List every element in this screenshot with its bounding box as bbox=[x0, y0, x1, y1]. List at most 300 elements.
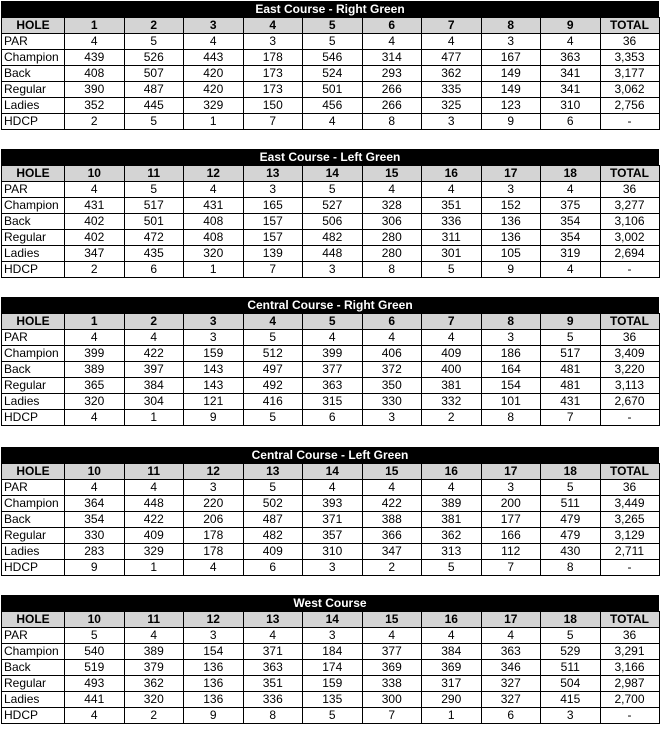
table-cell: 157 bbox=[243, 214, 303, 230]
table-cell: 178 bbox=[184, 528, 244, 544]
table-cell: 314 bbox=[362, 50, 422, 66]
table-cell: 4 bbox=[303, 330, 363, 346]
header-cell: HOLE bbox=[2, 314, 65, 330]
table-cell: 3,277 bbox=[600, 198, 659, 214]
table-cell: 409 bbox=[243, 544, 303, 560]
table-cell: 2 bbox=[422, 410, 482, 426]
table-cell: 4 bbox=[65, 410, 125, 426]
table-cell: 487 bbox=[243, 512, 303, 528]
table-cell: 2 bbox=[362, 560, 422, 576]
header-cell: 8 bbox=[481, 18, 541, 34]
row-label: HDCP bbox=[2, 560, 65, 576]
table-cell: 301 bbox=[422, 246, 482, 262]
table-row bbox=[2, 512, 660, 528]
table-cell: 4 bbox=[541, 182, 601, 198]
table-cell: 507 bbox=[124, 66, 184, 82]
table-cell: 443 bbox=[184, 50, 244, 66]
table-cell: 439 bbox=[65, 50, 125, 66]
table-row bbox=[2, 708, 660, 724]
row-label: PAR bbox=[2, 182, 65, 198]
table-cell: 5 bbox=[243, 480, 303, 496]
table-cell: 506 bbox=[303, 214, 363, 230]
table-cell: 328 bbox=[362, 198, 422, 214]
table-cell: 456 bbox=[303, 98, 363, 114]
row-label: Champion bbox=[2, 50, 65, 66]
table-cell: 3 bbox=[481, 34, 541, 50]
table-cell: 2,711 bbox=[600, 544, 659, 560]
table-cell: 492 bbox=[243, 378, 303, 394]
header-cell: 17 bbox=[481, 166, 541, 182]
table-row bbox=[2, 346, 660, 362]
header-cell: 11 bbox=[124, 166, 184, 182]
table-cell: 7 bbox=[243, 114, 303, 130]
table-cell: 365 bbox=[65, 378, 125, 394]
table-cell: 4 bbox=[184, 560, 244, 576]
table-cell: 338 bbox=[362, 676, 422, 692]
table-cell: 526 bbox=[124, 50, 184, 66]
table-cell: 166 bbox=[481, 528, 541, 544]
table-cell: 3,265 bbox=[600, 512, 659, 528]
table-cell: 266 bbox=[362, 82, 422, 98]
table-cell: 377 bbox=[362, 644, 422, 660]
header-cell: 14 bbox=[303, 464, 363, 480]
table-cell: 4 bbox=[184, 34, 244, 50]
table-cell: 4 bbox=[65, 182, 125, 198]
table-cell: 177 bbox=[481, 512, 541, 528]
table-cell: 431 bbox=[184, 198, 244, 214]
course-title: East Course - Left Green bbox=[1, 149, 659, 165]
table-row bbox=[2, 480, 660, 496]
table-cell: 3 bbox=[481, 330, 541, 346]
table-cell: 165 bbox=[243, 198, 303, 214]
table-cell: 5 bbox=[303, 34, 363, 50]
table-cell: 3,113 bbox=[600, 378, 659, 394]
header-cell: 11 bbox=[124, 612, 184, 628]
header-row bbox=[2, 464, 660, 480]
table-cell: 149 bbox=[481, 66, 541, 82]
row-label: Ladies bbox=[2, 394, 65, 410]
table-cell: 154 bbox=[184, 644, 244, 660]
table-cell: 4 bbox=[541, 34, 601, 50]
course-title: West Course bbox=[1, 595, 659, 611]
scorecard-table bbox=[1, 313, 660, 426]
table-cell: 400 bbox=[422, 362, 482, 378]
header-cell: 13 bbox=[243, 166, 303, 182]
table-cell: 327 bbox=[481, 676, 541, 692]
header-cell: TOTAL bbox=[600, 18, 659, 34]
table-cell: 397 bbox=[124, 362, 184, 378]
table-cell: 375 bbox=[541, 198, 601, 214]
table-cell: 174 bbox=[303, 660, 363, 676]
row-label: Champion bbox=[2, 346, 65, 362]
table-cell: 280 bbox=[362, 246, 422, 262]
table-cell: 477 bbox=[422, 50, 482, 66]
header-cell: 6 bbox=[362, 18, 422, 34]
table-cell: 280 bbox=[362, 230, 422, 246]
table-cell: 2 bbox=[124, 708, 184, 724]
table-row bbox=[2, 394, 660, 410]
header-cell: 6 bbox=[362, 314, 422, 330]
table-cell: 6 bbox=[303, 410, 363, 426]
table-cell: 415 bbox=[541, 692, 601, 708]
table-cell: 136 bbox=[184, 692, 244, 708]
table-cell: 3 bbox=[303, 560, 363, 576]
header-cell: 17 bbox=[481, 612, 541, 628]
header-cell: 10 bbox=[65, 464, 125, 480]
row-label: Regular bbox=[2, 378, 65, 394]
table-cell: 2,694 bbox=[600, 246, 659, 262]
header-cell: 2 bbox=[124, 314, 184, 330]
table-cell: 320 bbox=[184, 246, 244, 262]
table-cell: 4 bbox=[362, 480, 422, 496]
table-row bbox=[2, 544, 660, 560]
table-cell: 4 bbox=[65, 708, 125, 724]
table-cell: 366 bbox=[362, 528, 422, 544]
table-cell: 3,106 bbox=[600, 214, 659, 230]
table-cell: 336 bbox=[243, 692, 303, 708]
row-label: Regular bbox=[2, 676, 65, 692]
table-cell: 524 bbox=[303, 66, 363, 82]
header-cell: 18 bbox=[541, 464, 601, 480]
table-cell: 136 bbox=[184, 660, 244, 676]
table-cell: 517 bbox=[124, 198, 184, 214]
header-cell: 7 bbox=[422, 314, 482, 330]
table-cell: 6 bbox=[481, 708, 541, 724]
table-cell: 329 bbox=[184, 98, 244, 114]
table-cell: 6 bbox=[243, 560, 303, 576]
table-cell: 154 bbox=[481, 378, 541, 394]
table-row bbox=[2, 378, 660, 394]
table-cell: 369 bbox=[362, 660, 422, 676]
table-cell: 3 bbox=[362, 410, 422, 426]
table-row bbox=[2, 692, 660, 708]
table-cell: 2 bbox=[65, 262, 125, 278]
header-cell: 16 bbox=[422, 612, 482, 628]
table-cell: 206 bbox=[184, 512, 244, 528]
table-cell: 304 bbox=[124, 394, 184, 410]
table-cell: 482 bbox=[303, 230, 363, 246]
table-cell: 422 bbox=[124, 346, 184, 362]
table-cell: 332 bbox=[422, 394, 482, 410]
table-cell: 283 bbox=[65, 544, 125, 560]
header-cell: TOTAL bbox=[600, 612, 659, 628]
scorecard-table bbox=[1, 17, 660, 130]
table-row bbox=[2, 330, 660, 346]
table-cell: 3 bbox=[303, 628, 363, 644]
table-cell: 3 bbox=[184, 628, 244, 644]
table-cell: 3,449 bbox=[600, 496, 659, 512]
table-cell: 1 bbox=[422, 708, 482, 724]
table-cell: 4 bbox=[481, 628, 541, 644]
table-cell: 101 bbox=[481, 394, 541, 410]
header-cell: 10 bbox=[65, 166, 125, 182]
table-cell: 3 bbox=[303, 262, 363, 278]
table-cell: 9 bbox=[184, 410, 244, 426]
table-cell: 519 bbox=[65, 660, 125, 676]
table-cell: 4 bbox=[541, 262, 601, 278]
table-cell: 139 bbox=[243, 246, 303, 262]
table-cell: 329 bbox=[124, 544, 184, 560]
table-cell: 136 bbox=[481, 214, 541, 230]
table-cell: 317 bbox=[422, 676, 482, 692]
header-cell: 15 bbox=[362, 166, 422, 182]
table-cell: 330 bbox=[362, 394, 422, 410]
table-cell: 420 bbox=[184, 82, 244, 98]
table-cell: 3 bbox=[422, 114, 482, 130]
row-label: HDCP bbox=[2, 262, 65, 278]
header-cell: 9 bbox=[541, 18, 601, 34]
table-cell: 448 bbox=[303, 246, 363, 262]
table-cell: 121 bbox=[184, 394, 244, 410]
table-cell: 143 bbox=[184, 362, 244, 378]
table-cell: 431 bbox=[541, 394, 601, 410]
table-cell: 4 bbox=[362, 34, 422, 50]
row-label: PAR bbox=[2, 480, 65, 496]
table-row bbox=[2, 198, 660, 214]
table-cell: 9 bbox=[184, 708, 244, 724]
table-cell: 173 bbox=[243, 66, 303, 82]
header-cell: 8 bbox=[481, 314, 541, 330]
row-label: Back bbox=[2, 512, 65, 528]
table-cell: 136 bbox=[481, 230, 541, 246]
table-cell: 2,756 bbox=[600, 98, 659, 114]
course-card bbox=[1, 149, 659, 278]
table-cell: 399 bbox=[303, 346, 363, 362]
table-cell: 351 bbox=[422, 198, 482, 214]
table-cell: 7 bbox=[362, 708, 422, 724]
row-label: Back bbox=[2, 362, 65, 378]
row-label: HDCP bbox=[2, 410, 65, 426]
table-cell: 354 bbox=[65, 512, 125, 528]
header-cell: 12 bbox=[184, 612, 244, 628]
header-cell: HOLE bbox=[2, 612, 65, 628]
row-label: Regular bbox=[2, 528, 65, 544]
table-cell: 3 bbox=[541, 708, 601, 724]
table-cell: 481 bbox=[541, 378, 601, 394]
table-cell: 220 bbox=[184, 496, 244, 512]
scorecard-table bbox=[1, 165, 660, 278]
table-cell: 3,002 bbox=[600, 230, 659, 246]
table-cell: 5 bbox=[65, 628, 125, 644]
header-cell: 3 bbox=[184, 18, 244, 34]
header-row bbox=[2, 18, 660, 34]
table-cell: 487 bbox=[124, 82, 184, 98]
table-cell: 159 bbox=[303, 676, 363, 692]
table-cell: 351 bbox=[243, 676, 303, 692]
table-cell: 363 bbox=[541, 50, 601, 66]
table-cell: - bbox=[600, 410, 659, 426]
table-cell: 346 bbox=[481, 660, 541, 676]
table-cell: 430 bbox=[541, 544, 601, 560]
table-cell: 4 bbox=[422, 182, 482, 198]
table-row bbox=[2, 644, 660, 660]
table-cell: 381 bbox=[422, 378, 482, 394]
table-cell: 402 bbox=[65, 230, 125, 246]
table-cell: 527 bbox=[303, 198, 363, 214]
table-cell: 36 bbox=[600, 330, 659, 346]
table-cell: 36 bbox=[600, 182, 659, 198]
table-cell: 1 bbox=[184, 262, 244, 278]
row-label: Back bbox=[2, 214, 65, 230]
table-cell: 5 bbox=[422, 262, 482, 278]
table-row bbox=[2, 528, 660, 544]
course-title: Central Course - Right Green bbox=[1, 297, 659, 313]
table-cell: 8 bbox=[362, 262, 422, 278]
table-cell: 399 bbox=[65, 346, 125, 362]
table-cell: 5 bbox=[541, 480, 601, 496]
table-cell: 448 bbox=[124, 496, 184, 512]
table-cell: 336 bbox=[422, 214, 482, 230]
header-cell: 15 bbox=[362, 612, 422, 628]
table-row bbox=[2, 66, 660, 82]
course-card bbox=[1, 1, 659, 130]
table-cell: 5 bbox=[124, 114, 184, 130]
table-row bbox=[2, 246, 660, 262]
table-cell: 310 bbox=[303, 544, 363, 560]
table-cell: 123 bbox=[481, 98, 541, 114]
table-cell: 352 bbox=[65, 98, 125, 114]
table-cell: 408 bbox=[184, 230, 244, 246]
table-cell: 4 bbox=[65, 330, 125, 346]
header-cell: TOTAL bbox=[600, 166, 659, 182]
table-cell: 1 bbox=[184, 114, 244, 130]
table-cell: 409 bbox=[124, 528, 184, 544]
table-cell: 4 bbox=[362, 628, 422, 644]
table-cell: 512 bbox=[243, 346, 303, 362]
table-cell: 4 bbox=[303, 480, 363, 496]
table-row bbox=[2, 182, 660, 198]
table-cell: 497 bbox=[243, 362, 303, 378]
table-cell: 184 bbox=[303, 644, 363, 660]
header-cell: 5 bbox=[303, 18, 363, 34]
table-cell: 5 bbox=[303, 708, 363, 724]
header-cell: HOLE bbox=[2, 166, 65, 182]
table-cell: 546 bbox=[303, 50, 363, 66]
row-label: Back bbox=[2, 660, 65, 676]
table-cell: 4 bbox=[65, 480, 125, 496]
table-cell: 393 bbox=[303, 496, 363, 512]
table-cell: 540 bbox=[65, 644, 125, 660]
table-cell: 350 bbox=[362, 378, 422, 394]
row-label: Ladies bbox=[2, 98, 65, 114]
table-cell: 4 bbox=[422, 330, 482, 346]
table-cell: 363 bbox=[243, 660, 303, 676]
table-cell: 377 bbox=[303, 362, 363, 378]
table-cell: 409 bbox=[422, 346, 482, 362]
header-cell: 3 bbox=[184, 314, 244, 330]
table-cell: 5 bbox=[541, 628, 601, 644]
table-cell: 3 bbox=[243, 182, 303, 198]
table-cell: 2 bbox=[65, 114, 125, 130]
table-cell: 362 bbox=[422, 528, 482, 544]
table-cell: 157 bbox=[243, 230, 303, 246]
table-cell: 3,062 bbox=[600, 82, 659, 98]
table-cell: - bbox=[600, 114, 659, 130]
table-row bbox=[2, 114, 660, 130]
table-cell: - bbox=[600, 262, 659, 278]
table-cell: 7 bbox=[481, 560, 541, 576]
table-cell: - bbox=[600, 708, 659, 724]
header-cell: HOLE bbox=[2, 18, 65, 34]
table-row bbox=[2, 496, 660, 512]
table-cell: 320 bbox=[124, 692, 184, 708]
table-cell: 479 bbox=[541, 512, 601, 528]
header-cell: 1 bbox=[65, 314, 125, 330]
table-cell: 290 bbox=[422, 692, 482, 708]
header-cell: 12 bbox=[184, 464, 244, 480]
table-cell: 9 bbox=[65, 560, 125, 576]
table-cell: 335 bbox=[422, 82, 482, 98]
table-cell: 379 bbox=[124, 660, 184, 676]
header-cell: 9 bbox=[541, 314, 601, 330]
table-cell: 8 bbox=[362, 114, 422, 130]
header-cell: TOTAL bbox=[600, 314, 659, 330]
table-cell: 420 bbox=[184, 66, 244, 82]
table-cell: 362 bbox=[422, 66, 482, 82]
table-cell: 36 bbox=[600, 480, 659, 496]
header-cell: HOLE bbox=[2, 464, 65, 480]
table-cell: 390 bbox=[65, 82, 125, 98]
table-cell: 4 bbox=[124, 628, 184, 644]
table-cell: 384 bbox=[422, 644, 482, 660]
table-cell: 5 bbox=[422, 560, 482, 576]
table-cell: 389 bbox=[422, 496, 482, 512]
table-cell: 4 bbox=[124, 480, 184, 496]
table-cell: 3 bbox=[184, 480, 244, 496]
header-cell: 18 bbox=[541, 166, 601, 182]
row-label: PAR bbox=[2, 330, 65, 346]
table-cell: 511 bbox=[541, 496, 601, 512]
table-cell: 9 bbox=[481, 114, 541, 130]
table-cell: 36 bbox=[600, 34, 659, 50]
table-cell: 4 bbox=[303, 114, 363, 130]
table-cell: 3,166 bbox=[600, 660, 659, 676]
table-cell: 363 bbox=[481, 644, 541, 660]
table-cell: 388 bbox=[362, 512, 422, 528]
table-row bbox=[2, 34, 660, 50]
table-cell: 501 bbox=[124, 214, 184, 230]
table-cell: 3,409 bbox=[600, 346, 659, 362]
table-cell: 517 bbox=[541, 346, 601, 362]
table-cell: 501 bbox=[303, 82, 363, 98]
table-cell: 164 bbox=[481, 362, 541, 378]
table-row bbox=[2, 214, 660, 230]
table-cell: 529 bbox=[541, 644, 601, 660]
table-row bbox=[2, 676, 660, 692]
course-card bbox=[1, 447, 659, 576]
table-cell: 441 bbox=[65, 692, 125, 708]
table-cell: 369 bbox=[422, 660, 482, 676]
course-title: Central Course - Left Green bbox=[1, 447, 659, 463]
table-cell: 315 bbox=[303, 394, 363, 410]
header-row bbox=[2, 166, 660, 182]
table-cell: 200 bbox=[481, 496, 541, 512]
table-cell: 502 bbox=[243, 496, 303, 512]
course-title: East Course - Right Green bbox=[1, 1, 659, 17]
table-cell: 422 bbox=[124, 512, 184, 528]
header-cell: 13 bbox=[243, 612, 303, 628]
header-cell: 11 bbox=[124, 464, 184, 480]
table-cell: 8 bbox=[243, 708, 303, 724]
table-cell: 364 bbox=[65, 496, 125, 512]
table-cell: 435 bbox=[124, 246, 184, 262]
table-cell: 4 bbox=[65, 34, 125, 50]
row-label: Ladies bbox=[2, 692, 65, 708]
table-cell: 152 bbox=[481, 198, 541, 214]
table-cell: 3,177 bbox=[600, 66, 659, 82]
table-cell: 178 bbox=[184, 544, 244, 560]
header-cell: 4 bbox=[243, 18, 303, 34]
